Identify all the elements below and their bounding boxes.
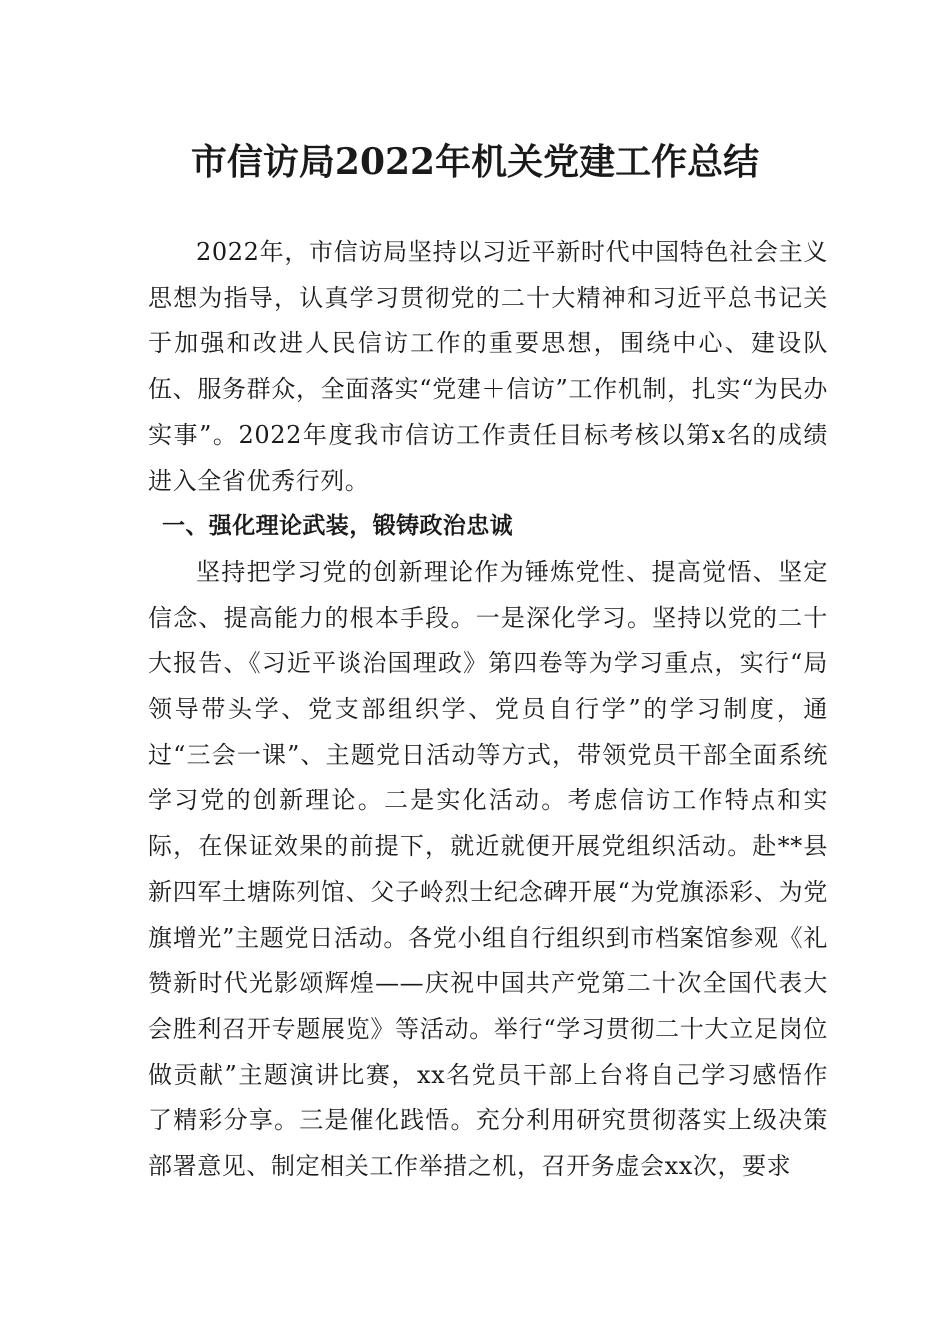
- intro-paragraph: 2022年，市信访局坚持以习近平新时代中国特色社会主义思想为指导，认真学习贯彻党的二十大精神和习近平总书记关于加强和改进人民信访工作的重要思想，围绕中心、建设队伍、服务群众，全面落实“党建＋信访”工作机制，扎实“为民办实事”。2022年度我市信访工作责任目标考核以第x名的成绩进入全省优秀行列。: [148, 238, 828, 495]
- section-paragraph: 坚持把学习党的创新理论作为锤炼党性、提高觉悟、坚定信念、提高能力的根本手段。一是深化学习。坚持以党的二十大报告、《习近平谈治国理政》第四卷等为学习重点，实行“局领导带头学、党支部组织学、党员自行学”的学习制度，通过“三会一课”、主题党日活动等方式，带领党员干部全面系统学习党的创新理论。二是实化活动。考虑信访工作特点和实际，在保证效果的前提下，就近就便开展党组织活动。赴**县新四军土塘陈列馆、父子岭烈士纪念碑开展“为党旗添彩、为党旗增光”主题党日活动。各党小组自行组织到市档案馆参观《礼赞新时代光影颂辉煌——庆祝中国共产党第二十次全国代表大会胜利召开专题展览》等活动。举行“学习贯彻二十大立足岗位做贡献”主题演讲比赛，xx名党员干部上台将自己学习感悟作了精彩分享。三是催化践悟。充分利用研究贯彻落实上级决策部署意见、制定相关工作举措之机，召开务虚会xx次，要求: [148, 557, 828, 1181]
- document-body: [148, 230, 828, 1190]
- document-title: 市信访局2022年机关党建工作总结: [190, 141, 760, 183]
- section-heading: 一、强化理论武装，锻铸政治忠诚: [162, 513, 513, 540]
